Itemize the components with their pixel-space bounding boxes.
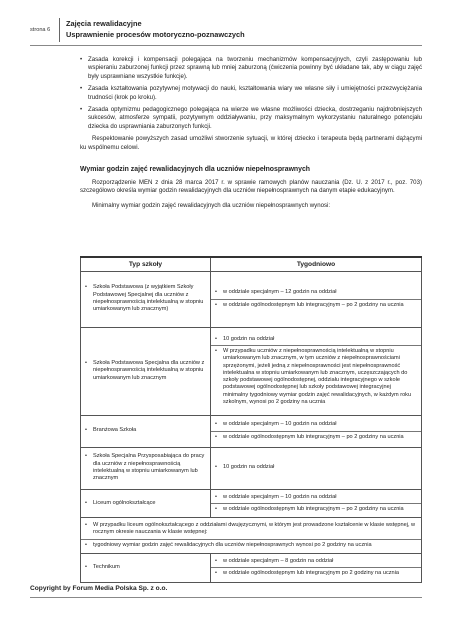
header-rule [30,45,422,46]
copyright-footer: Copyright by Forum Media Polska Sp. z o.o. [30,585,168,592]
document-subtitle: Usprawnienie procesów motoryczno-poznawczych [66,30,245,39]
bullet-icon: • [85,564,87,571]
weekly-hours-cell: • 10 godzin na oddział [211,447,422,489]
table-row [81,447,422,489]
weekly-hours-cell: • w oddziale specjalnym – 10 godzin na oddział • w oddziale ogólnodostępnym lub integracyjnym – po 2 godziny na ucznia [211,415,422,447]
document-title: Zajęcia rewalidacyjne [66,19,142,28]
bullet-icon: • [215,301,217,308]
table-row [81,415,422,447]
cell-divider [211,567,421,568]
bullet-icon: • [215,464,217,471]
bullet-icon: • [215,493,217,500]
table-row [81,489,422,518]
closing-paragraph: Respektowanie powyższych zasad umożliwi stworzenie sytuacji, w której dziecko i terapeuta będą partnerami dążącymi ku wspólnemu celowi. [80,135,422,151]
bullet-icon: • [85,541,87,548]
section-heading: Wymiar godzin zajęć rewalidacyjnych dla uczniów niepełnosprawnych [80,166,311,174]
cell-divider [211,299,421,300]
bullet-icon: • [215,570,217,577]
bullet-icon: • [80,106,83,114]
bullet-icon: • [85,360,87,367]
header-divider [59,18,60,42]
hours-table [80,256,422,583]
school-type-cell: • Szkoła Specjalna Przysposabiająca do pracy dla uczniów z niepełnosprawnością intelektualną w stopniu umiarkowanym lub znacznym [81,447,211,489]
bullet-icon: • [85,453,87,460]
table-header-row [81,257,422,271]
regulation-paragraph: Rozporządzenie MEN z dnia 28 marca 2017 r. w sprawie ramowych planów nauczania (Dz. U. z 2017 r., poz. 703) szczegółowo określa wymiar godzin rewalidacyjnych dla uczniów niepełnosprawnych na danym etapie edukacyjnym. [80,179,422,195]
cell-divider [81,539,421,540]
minimum-hours-paragraph: Minimalny wymiar godzin zajęć rewalidacyjnych dla uczniów niepełnosprawnych wynosi: [92,201,331,209]
footer-rule [30,597,422,598]
cell-divider [211,431,421,432]
list-item: • Zasada optymizmu pedagogicznego polegająca na wierze we własne możliwości dziecka, dostrzeganiu najdrobniejszych sukcesów, atmosferze sympatii, pozytywnym oddziaływaniu, przy maksymalnym wykorzystaniu naturalnego potencjału dziecka do usprawniania zaburzonych funkcji. [80,106,422,130]
list-item: • Zasada korekcji i kompensacji polegająca na tworzeniu mechanizmów kompensacyjnych, czyli zastępowaniu lub wspieraniu zaburzonej funkcji przez sprawną lub mniej zaburzoną (ćwiczenia powinny być układane tak, aby w ciągu zajęć były usprawniane wszystkie funkcje). [80,56,422,80]
bullet-icon: • [85,427,87,434]
school-type-cell: • Szkoła Podstawowa (z wyjątkiem Szkoły Podstawowej Specjalnej dla uczniów z niepełnosprawnością intelektualną w stopniu umiarkowanym lub znacznym) [81,271,211,327]
school-type-cell: • Technikum [81,553,211,582]
bullet-icon: • [215,505,217,512]
bullet-icon: • [215,289,217,296]
weekly-hours-cell: • w oddziale specjalnym – 8 godzin na oddział • w oddziale ogólnodostępnym lub integracyjnym po 2 godziny na ucznia [211,553,422,582]
table-row [81,271,422,327]
cell-divider [211,345,421,346]
bullet-icon: • [215,347,217,354]
school-type-cell: • Szkoła Podstawowa Specjalna dla uczniów z niepełnosprawnością intelektualną w stopniu umiarkowanym lub znacznym [81,327,211,415]
table-row [81,553,422,582]
page-header [30,18,422,44]
weekly-hours-cell: • 10 godzin na oddział • W przypadku uczniów z niepełnosprawnością intelektualną w stopniu umiarkowanym lub znacznym, w tym uczniów z niepełnosprawnościami sprzężonymi, jeżeli jedną z niepełnosprawności jest niepełnosprawność intelektualna w stopniu umiarkowanym lub znacznym, uczęszczających do szkoły podstawowej ogólnodostępnej, oddziału integracyjnego w szkole podstawowej ogólnodostępnej lub szkoły podstawowej integracyjnej minimalny tygodniowy wymiar godzin zajęć rewalidacyjnych, w każdym roku szkolnym, wynosi po 2 godziny na ucznia [211,327,422,415]
bullet-icon: • [215,557,217,564]
school-type-cell: • Liceum ogólnokształcące [81,489,211,518]
table-row [81,327,422,415]
cell-divider [211,503,421,504]
weekly-hours-cell: • w oddziale specjalnym – 12 godzin na oddział • w oddziale ogólnodostępnym lub integracyjnym – po 2 godziny na ucznia [211,271,422,327]
table-row [81,518,422,554]
column-header-weekly: Tygodniowo [211,257,422,271]
bullet-icon: • [80,56,83,63]
main-content [80,56,422,210]
school-type-cell: • Branżowa Szkoła [81,415,211,447]
principles-list [80,56,422,131]
bullet-icon: • [85,522,87,529]
bullet-icon: • [215,433,217,440]
list-item: • Zasada kształtowania pozytywnej motywacji do nauki, kształtowania wiary we własne siły i umiejętności przezwyciężania trudności (krok po kroku). [80,85,422,101]
page-number: strona 6 [30,27,51,33]
bullet-icon: • [80,85,83,93]
bullet-icon: • [215,335,217,342]
bullet-icon: • [85,499,87,506]
weekly-hours-cell: • w oddziale specjalnym – 10 godzin na oddział • w oddziale ogólnodostępnym lub integracyjnym – po 2 godziny na ucznia [211,489,422,518]
bilingual-lyceum-cell: • W przypadku liceum ogólnokształcącego z oddziałami dwujęzycznymi, w którym jest prowadzone kształcenie w klasie wstępnej, w rocznym okresie nauczania w klasie wstępnej: • tygodniowy wymiar godzin zajęć rewalidacyjnych dla uczniów niepełnosprawnych wynosi po 2 godziny na ucznia [81,518,422,554]
bullet-icon: • [215,421,217,428]
column-header-school-type: Typ szkoły [81,257,211,271]
bullet-icon: • [85,284,87,291]
